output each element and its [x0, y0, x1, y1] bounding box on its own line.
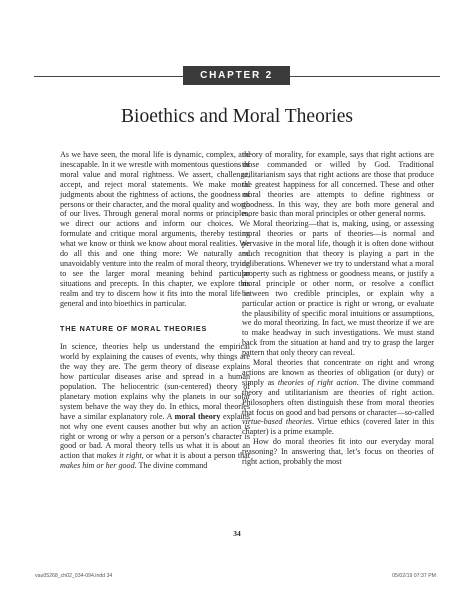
- italic-term: virtue-based theories: [242, 417, 312, 427]
- paragraph-text: Moral theories that concentrate on right and wrong actions are known as theories of obligation (or duty) or simply as: [242, 358, 434, 387]
- paragraph-text: . Virtue ethics (covered later in this chapter) is a prime example.: [242, 417, 434, 437]
- right-action-paragraph: [242, 358, 434, 437]
- paragraph-text: . The divine command theory and utilitarianism are theories of right action. Philosophers often distinguish these from moral theories that focus on good and bad persons or character—so-called: [242, 377, 434, 417]
- left-column: [60, 150, 250, 471]
- paragraph-text: explains not why one event causes another but why an action is right or wrong or why a person or a person’s character is good or bad. A moral theory tells us what it is about an action that: [60, 411, 250, 461]
- continued-paragraph: theory of morality, for example, says that right actions are those commanded or willed by God. Traditional utilitarianism says that right actions are those that produce the greatest happiness for all concerned. These and other moral theories are attempts to define rightness or goodness. In this way, they are both more general and more basic than moral principles or other general norms.: [242, 150, 434, 219]
- footer-timestamp: 05/02/19 07:37 PM: [392, 573, 436, 579]
- theories-paragraph: [60, 342, 250, 471]
- italic-term: makes it right: [96, 451, 142, 461]
- page-number: 34: [233, 529, 241, 538]
- paragraph-text: . The divine command: [134, 461, 208, 471]
- chapter-title: Bioethics and Moral Theories: [121, 106, 353, 127]
- section-heading: THE NATURE OF MORAL THEORIES: [60, 323, 208, 333]
- paragraph-text: , or what it is about a person that: [141, 451, 251, 461]
- theorizing-paragraph: Moral theorizing—that is, making, using, or assessing moral theories or parts of theories—is normal and pervasive in the moral life, though it is often done without much recognition that theory is playing a part in the deliberations. Whenever we try to understand what a moral property such as rightness or goodness means, or justify a moral principle or other norm, or resolve a conflict between two credible principles, or explain why a particular action or practice is right or wrong, or evaluate the plausibility of specific moral intuitions or assumptions, we do moral theorizing. In fact, we must theorize if we are to make headway in such investigations. We must stand back from the situation at hand and try to grasp the larger pattern that only theory can reveal.: [242, 219, 434, 358]
- italic-term: theories of right action: [277, 377, 357, 387]
- bold-term: moral theory: [174, 411, 221, 421]
- paragraph-text: In science, theories help us understand the empirical world by explaining the causes of events, why things are the way they are. The germ theory of disease explains how particular diseases arise and spread in a human population. The heliocentric (sun-centered) theory of planetary motion explains why the planets in our solar system behave the way they do. In ethics, moral theories have a similar explanatory role. A: [60, 342, 250, 421]
- intro-paragraph: As we have seen, the moral life is dynamic, complex, and inescapable. In it we wrestle with momentous questions of moral value and moral rightness. We assert, challenge, accept, and reject moral statements. We make moral judgments about the rightness of actions, the goodness of persons or their character, and the moral quality and worth of our lives. Through general moral norms or principles, we direct our actions and inform our choices. We formulate and critique moral arguments, thereby testing what we know or think we know about moral realities. We do all this and one thing more: We naturally and unavoidably venture into the realm of moral theory, trying to see the larger moral meaning behind particular situations and precepts. In this chapter, we explore this realm and try to discern how it fits into the moral life in general and into bioethics in particular.: [60, 150, 250, 308]
- italic-term: makes him or her good: [60, 461, 135, 471]
- everyday-paragraph: How do moral theories fit into our everyday moral reasoning? In answering that, let’s focus on theories of right action, probably the most: [242, 437, 434, 467]
- footer-file-info: vau05268_ch02_034-094.indd 34: [35, 573, 113, 579]
- chapter-badge: CHAPTER 2: [183, 66, 290, 85]
- right-column: [242, 150, 434, 467]
